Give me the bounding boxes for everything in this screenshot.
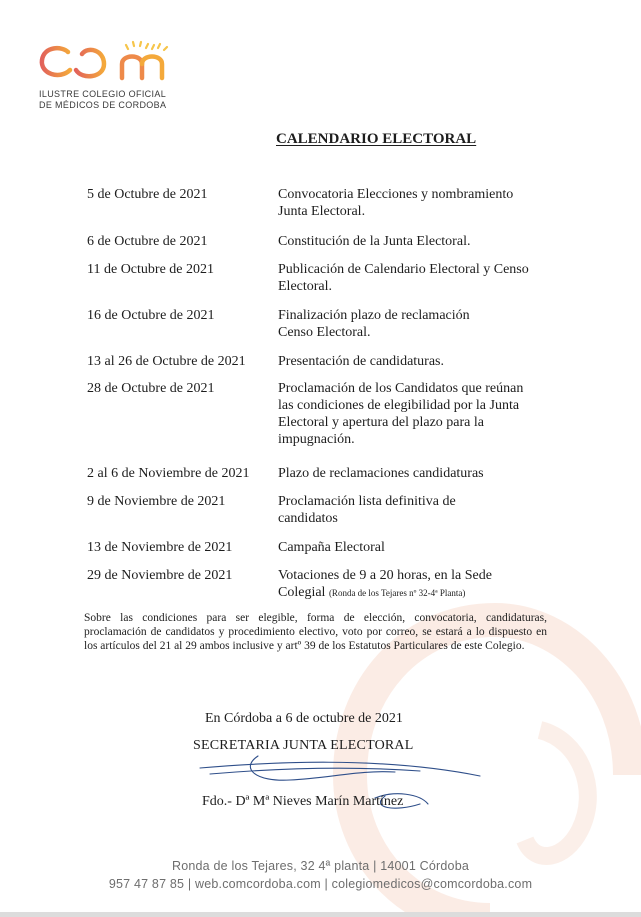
calendar-date: 28 de Octubre de 2021 <box>87 381 215 396</box>
calendar-description-line: las condiciones de elegibilidad por la Junta <box>278 398 520 413</box>
calendar-description-line: Constitución de la Junta Electoral. <box>278 234 471 249</box>
calendar-description-line: Presentación de candidaturas. <box>278 354 444 369</box>
calendar-description <box>278 465 568 482</box>
calendar-description-line: Proclamación lista definitiva de <box>278 494 456 509</box>
calendar-description-line: Convocatoria Elecciones y nombramiento <box>278 187 514 202</box>
college-name <box>39 89 166 111</box>
calendar-description <box>278 261 568 295</box>
calendar-description <box>278 567 568 602</box>
footer-address: Ronda de los Tejares, 32 4ª planta | 14001 Córdoba <box>171 859 469 873</box>
page-bottom-edge <box>0 912 641 917</box>
calendar-description-line: Electoral. <box>278 279 333 294</box>
calendar-description-line: candidatos <box>278 511 338 526</box>
calendar-description-line: Finalización plazo de reclamación <box>278 308 470 323</box>
calendar-date: 13 al 26 de Octubre de 2021 <box>87 354 246 369</box>
calendar-description-line: Plazo de reclamaciones candidaturas <box>278 466 484 481</box>
calendar-description-line: impugnación. <box>278 432 355 447</box>
calendar-description-line <box>278 584 568 602</box>
calendar-date: 13 de Noviembre de 2021 <box>87 540 233 555</box>
calendar-date: 9 de Noviembre de 2021 <box>87 494 226 509</box>
calendar-description <box>278 380 568 448</box>
calendar-date: 2 al 6 de Noviembre de 2021 <box>87 466 250 481</box>
calendar-date: 6 de Octubre de 2021 <box>87 234 208 249</box>
calendar-description-line: Proclamación de los Candidatos que reúnan <box>278 381 524 396</box>
college-name-line1: ILUSTRE COLEGIO OFICIAL <box>39 89 167 99</box>
footer-contact: 957 47 87 85 | web.comcordoba.com | colegiomedicos@comcordoba.com <box>108 877 533 891</box>
college-name-line2: DE MÉDICOS DE CORDOBA <box>39 100 167 110</box>
secretary-title: SECRETARIA JUNTA ELECTORAL <box>193 738 414 753</box>
calendar-description-line: Votaciones de 9 a 20 horas, en la Sede <box>278 568 492 583</box>
calendar-description <box>278 493 568 527</box>
calendar-date: 16 de Octubre de 2021 <box>87 308 215 323</box>
address-note: (Ronda de los Tejares nº 32-4ª Planta) <box>328 588 466 598</box>
place-and-date: En Córdoba a 6 de octubre de 2021 <box>205 711 403 726</box>
calendar-description-line: Publicación de Calendario Electoral y Censo <box>278 262 529 277</box>
signatory-name: Fdo.- Dª Mª Nieves Marín Martínez <box>202 794 404 809</box>
calendar-description-line: Electoral y apertura del plazo para la <box>278 415 484 430</box>
calendar-description <box>278 539 568 556</box>
calendar-description <box>278 186 568 220</box>
calendar-date: 11 de Octubre de 2021 <box>87 262 214 277</box>
calendar-description <box>278 307 568 341</box>
handwritten-signature <box>180 738 500 838</box>
page-title: CALENDARIO ELECTORAL <box>276 131 477 147</box>
calendar-description-line: Censo Electoral. <box>278 325 371 340</box>
calendar-description-line: Junta Electoral. <box>278 204 366 219</box>
calendar-description <box>278 233 568 250</box>
calendar-description-text: Colegial <box>278 585 326 600</box>
college-logo-mark <box>38 40 188 84</box>
calendar-description-line: Campaña Electoral <box>278 540 385 555</box>
legal-paragraph: Sobre las condiciones para ser elegible, forma de elección, convocatoria, candidaturas, proclamación de candidatos y procedimiento electivo, voto por correo, se estará a lo dispuesto en los artículos del 21 al 29 ambos inclusive y artº 39 de los Estatutos Particulares de este Colegio. <box>84 612 547 652</box>
calendar-date: 29 de Noviembre de 2021 <box>87 568 233 583</box>
calendar-date: 5 de Octubre de 2021 <box>87 187 208 202</box>
calendar-description <box>278 353 568 370</box>
